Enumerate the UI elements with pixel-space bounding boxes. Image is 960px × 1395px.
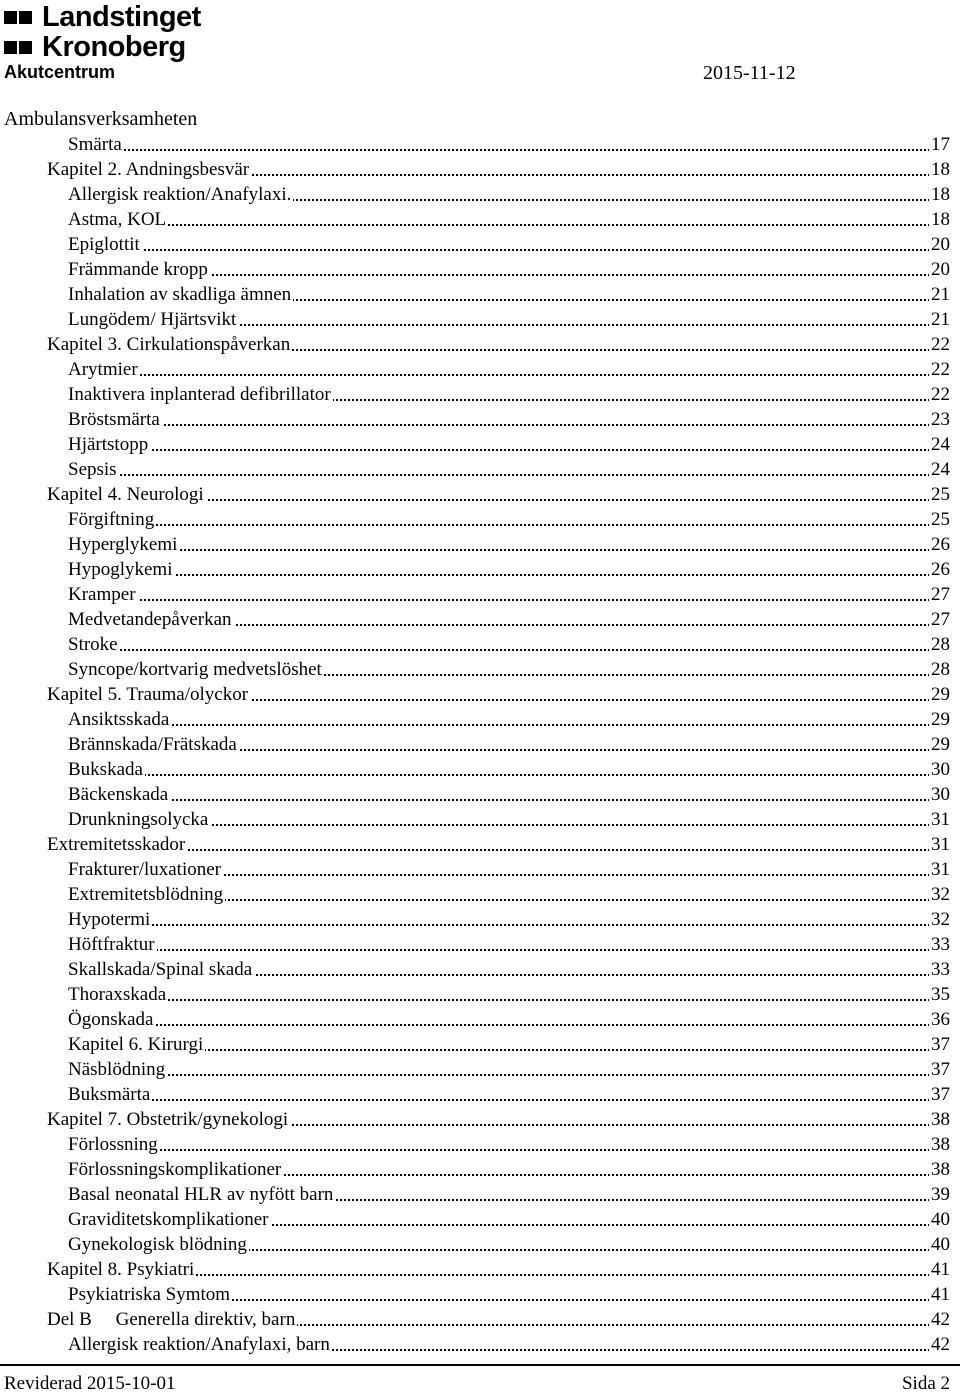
toc-entry-page: 20 xyxy=(931,259,950,280)
toc-dot-leader xyxy=(68,799,950,801)
toc-entry[interactable] xyxy=(68,257,950,282)
toc-entry[interactable] xyxy=(47,332,950,357)
toc-entry[interactable] xyxy=(68,807,950,832)
toc-entry-page: 37 xyxy=(931,1034,950,1055)
toc-entry-title: Kapitel 4. Neurologi xyxy=(47,484,204,505)
toc-entry-title: Buksmärta xyxy=(68,1084,151,1105)
toc-entry[interactable] xyxy=(47,682,950,707)
toc-entry[interactable] xyxy=(68,1032,950,1057)
toc-entry-title: Syncope/kortvarig medvetslöshet xyxy=(68,659,322,680)
toc-entry-title: Hyperglykemi xyxy=(68,534,178,555)
toc-entry-page: 17 xyxy=(931,134,950,155)
toc-entry[interactable] xyxy=(68,232,950,257)
logo-row-1 xyxy=(4,2,234,32)
toc-entry-page: 25 xyxy=(931,509,950,530)
toc-entry-page: 22 xyxy=(931,384,950,405)
toc-entry[interactable] xyxy=(68,1157,950,1182)
toc-entry-page: 18 xyxy=(931,209,950,230)
toc-entry-page: 27 xyxy=(931,584,950,605)
toc-entry[interactable] xyxy=(47,832,950,857)
toc-entry[interactable] xyxy=(68,357,950,382)
logo-mark-icon xyxy=(4,41,34,54)
toc-entry-title: Ansiktsskada xyxy=(68,709,170,730)
toc-entry[interactable] xyxy=(47,1307,950,1332)
toc-entry[interactable] xyxy=(47,157,950,182)
toc-dot-leader xyxy=(68,1149,950,1151)
toc-entry[interactable] xyxy=(68,882,950,907)
toc-entry[interactable] xyxy=(68,932,950,957)
toc-entry[interactable] xyxy=(68,457,950,482)
toc-dot-leader xyxy=(68,149,950,151)
toc-entry-page: 28 xyxy=(931,634,950,655)
toc-entry[interactable] xyxy=(68,432,950,457)
toc-entry-page: 38 xyxy=(931,1109,950,1130)
toc-dot-leader xyxy=(68,574,950,576)
toc-dot-leader xyxy=(68,1074,950,1076)
toc-entry[interactable] xyxy=(68,1332,950,1357)
toc-entry-title: Stroke xyxy=(68,634,118,655)
toc-entry-page: 30 xyxy=(931,784,950,805)
toc-dot-leader xyxy=(68,249,950,251)
toc-entry-title: Kapitel 8. Psykiatri xyxy=(47,1259,195,1280)
toc-entry-title: Främmande kropp xyxy=(68,259,208,280)
toc-entry[interactable] xyxy=(68,532,950,557)
toc-entry[interactable] xyxy=(68,1132,950,1157)
toc-entry-page: 32 xyxy=(931,884,950,905)
logo-row-2 xyxy=(4,32,234,62)
toc-entry-title: Inhalation av skadliga ämnen xyxy=(68,284,292,305)
toc-entry-title: Graviditetskomplikationer xyxy=(68,1209,269,1230)
logo-mark-icon xyxy=(4,11,34,24)
toc-dot-leader xyxy=(68,1099,950,1101)
toc-dot-leader xyxy=(68,924,950,926)
toc-entry[interactable] xyxy=(68,1232,950,1257)
toc-entry-title: Förgiftning xyxy=(68,509,155,530)
toc-entry[interactable] xyxy=(68,757,950,782)
toc-entry[interactable] xyxy=(68,982,950,1007)
toc-entry-page: 25 xyxy=(931,484,950,505)
toc-entry-title: Kapitel 3. Cirkulationspåverkan xyxy=(47,334,291,355)
toc-entry-title: Bäckenskada xyxy=(68,784,169,805)
toc-entry[interactable] xyxy=(68,307,950,332)
toc-entry-title: Inaktivera inplanterad defibrillator xyxy=(68,384,331,405)
toc-entry[interactable] xyxy=(68,857,950,882)
toc-entry-title: Arytmier xyxy=(68,359,138,380)
toc-entry-page: 41 xyxy=(931,1259,950,1280)
toc-entry-title: Höftfraktur xyxy=(68,934,155,955)
toc-entry-page: 29 xyxy=(931,734,950,755)
toc-entry[interactable] xyxy=(68,782,950,807)
toc-dot-leader xyxy=(68,599,950,601)
toc-entry[interactable] xyxy=(68,707,950,732)
toc-dot-leader xyxy=(68,999,950,1001)
toc-entry-page: 21 xyxy=(931,309,950,330)
toc-entry-page: 42 xyxy=(931,1309,950,1330)
toc-entry-title: Näsblödning xyxy=(68,1059,166,1080)
toc-entry-title: Kramper xyxy=(68,584,136,605)
toc-entry[interactable] xyxy=(68,282,950,307)
toc-entry-page: 26 xyxy=(931,559,950,580)
toc-entry-page: 27 xyxy=(931,609,950,630)
toc-entry[interactable] xyxy=(68,507,950,532)
toc-dot-leader xyxy=(68,649,950,651)
toc-entry-title: Brännskada/Frätskada xyxy=(68,734,237,755)
toc-dot-leader xyxy=(68,449,950,451)
toc-entry-title: Lungödem/ Hjärtsvikt xyxy=(68,309,237,330)
toc-entry-page: 21 xyxy=(931,284,950,305)
toc-entry-page: 31 xyxy=(931,859,950,880)
toc-entry-page: 18 xyxy=(931,184,950,205)
toc-dot-leader xyxy=(68,724,950,726)
toc-entry-page: 41 xyxy=(931,1284,950,1305)
toc-entry-title: Allergisk reaktion/Anafylaxi. xyxy=(68,184,292,205)
toc-entry[interactable] xyxy=(68,632,950,657)
toc-entry-page: 28 xyxy=(931,659,950,680)
toc-entry-page: 18 xyxy=(931,159,950,180)
toc-entry[interactable] xyxy=(68,1007,950,1032)
toc-entry-title: Hjärtstopp xyxy=(68,434,149,455)
toc-entry[interactable] xyxy=(68,607,950,632)
toc-entry-title: Basal neonatal HLR av nyfött barn xyxy=(68,1184,334,1205)
logo-text-line2: Kronoberg xyxy=(42,31,186,63)
toc-entry-page: 22 xyxy=(931,359,950,380)
toc-entry-title: Gynekologisk blödning xyxy=(68,1234,247,1255)
toc-entry[interactable] xyxy=(68,182,950,207)
toc-entry[interactable] xyxy=(68,957,950,982)
toc-entry-title: Psykiatriska Symtom xyxy=(68,1284,231,1305)
toc-entry-title: Kapitel 2. Andningsbesvär xyxy=(47,159,250,180)
toc-entry-title: Hypoglykemi xyxy=(68,559,173,580)
toc-entry-title: Bukskada xyxy=(68,759,143,780)
toc-entry[interactable] xyxy=(68,1182,950,1207)
toc-entry[interactable] xyxy=(68,732,950,757)
toc-entry-title: Extremitetsskador xyxy=(47,834,186,855)
toc-entry-title: Epiglottit xyxy=(68,234,140,255)
toc-entry-page: 24 xyxy=(931,434,950,455)
toc-entry-title: Skallskada/Spinal skada xyxy=(68,959,253,980)
logo xyxy=(4,2,234,62)
toc-entry-page: 29 xyxy=(931,684,950,705)
toc-dot-leader xyxy=(68,949,950,951)
toc-entry[interactable] xyxy=(68,132,950,157)
toc-entry-page: 40 xyxy=(931,1209,950,1230)
section-heading: Ambulansverksamheten xyxy=(4,108,198,130)
toc-entry-title: Allergisk reaktion/Anafylaxi, barn xyxy=(68,1334,330,1355)
toc-dot-leader xyxy=(68,1024,950,1026)
toc-entry-title: Förlossningskomplikationer xyxy=(68,1159,282,1180)
toc-entry-title: Ögonskada xyxy=(68,1009,154,1030)
toc-entry-title: Medvetandepåverkan xyxy=(68,609,232,630)
toc-entry[interactable] xyxy=(68,382,950,407)
toc-dot-leader xyxy=(68,224,950,226)
toc-entry-title: Frakturer/luxationer xyxy=(68,859,222,880)
toc-entry-title: Smärta xyxy=(68,134,122,155)
toc-entry-page: 23 xyxy=(931,409,950,430)
toc-dot-leader xyxy=(68,374,950,376)
toc-entry-page: 37 xyxy=(931,1084,950,1105)
toc-dot-leader xyxy=(68,549,950,551)
toc-entry[interactable] xyxy=(68,1057,950,1082)
toc-dot-leader xyxy=(68,774,950,776)
toc-entry[interactable] xyxy=(68,582,950,607)
header-unit: Akutcentrum xyxy=(4,62,116,82)
toc-entry-title: Förlossning xyxy=(68,1134,158,1155)
toc-entry-title: Sepsis xyxy=(68,459,117,480)
toc-entry-page: 24 xyxy=(931,459,950,480)
toc-entry-page: 30 xyxy=(931,759,950,780)
toc-entry-title: Kapitel 5. Trauma/olyckor xyxy=(47,684,249,705)
toc-entry[interactable] xyxy=(47,482,950,507)
toc-dot-leader xyxy=(68,424,950,426)
toc-entry-title: Drunkningsolycka xyxy=(68,809,209,830)
footer-divider xyxy=(0,1364,960,1366)
toc-entry-title: Bröstsmärta xyxy=(68,409,160,430)
toc-entry[interactable] xyxy=(68,1282,950,1307)
toc-entry[interactable] xyxy=(47,1107,950,1132)
toc-entry-title: Extremitetsblödning xyxy=(68,884,224,905)
toc-entry-page: 35 xyxy=(931,984,950,1005)
toc-entry-page: 39 xyxy=(931,1184,950,1205)
toc-entry-page: 31 xyxy=(931,834,950,855)
toc-entry-title: Astma, KOL xyxy=(68,209,167,230)
toc-entry-title: Kapitel 7. Obstetrik/gynekologi xyxy=(47,1109,289,1130)
toc-entry-page: 38 xyxy=(931,1134,950,1155)
toc-entry-page: 22 xyxy=(931,334,950,355)
toc-entry[interactable] xyxy=(68,657,950,682)
toc-entry-title: Kapitel 6. Kirurgi xyxy=(68,1034,204,1055)
toc-entry[interactable] xyxy=(68,1082,950,1107)
toc-entry-title: Del B Generella direktiv, barn xyxy=(47,1309,296,1330)
header-date: 2015-11-12 xyxy=(703,62,796,84)
toc-entry-page: 32 xyxy=(931,909,950,930)
toc-entry-title: Thoraxskada xyxy=(68,984,167,1005)
toc-entry-page: 36 xyxy=(931,1009,950,1030)
toc-entry[interactable] xyxy=(68,557,950,582)
toc-entry[interactable] xyxy=(68,407,950,432)
toc-entry-page: 20 xyxy=(931,234,950,255)
footer-page-number: Sida 2 xyxy=(901,1373,950,1394)
toc-entry-page: 37 xyxy=(931,1059,950,1080)
toc-entry[interactable] xyxy=(47,1257,950,1282)
toc-entry-title: Hypotermi xyxy=(68,909,151,930)
toc-dot-leader xyxy=(68,524,950,526)
toc-entry-page: 38 xyxy=(931,1159,950,1180)
toc-entry-page: 40 xyxy=(931,1234,950,1255)
toc-dot-leader xyxy=(68,474,950,476)
toc-entry[interactable] xyxy=(68,907,950,932)
toc-entry-page: 42 xyxy=(931,1334,950,1355)
toc-entry-page: 33 xyxy=(931,959,950,980)
toc-entry-page: 26 xyxy=(931,534,950,555)
toc-entry[interactable] xyxy=(68,1207,950,1232)
toc-entry-page: 33 xyxy=(931,934,950,955)
logo-text-line1: Landstinget xyxy=(42,1,201,33)
footer-revised: Reviderad 2015-10-01 xyxy=(4,1373,176,1394)
toc-entry[interactable] xyxy=(68,207,950,232)
toc-entry-page: 31 xyxy=(931,809,950,830)
toc-entry-page: 29 xyxy=(931,709,950,730)
